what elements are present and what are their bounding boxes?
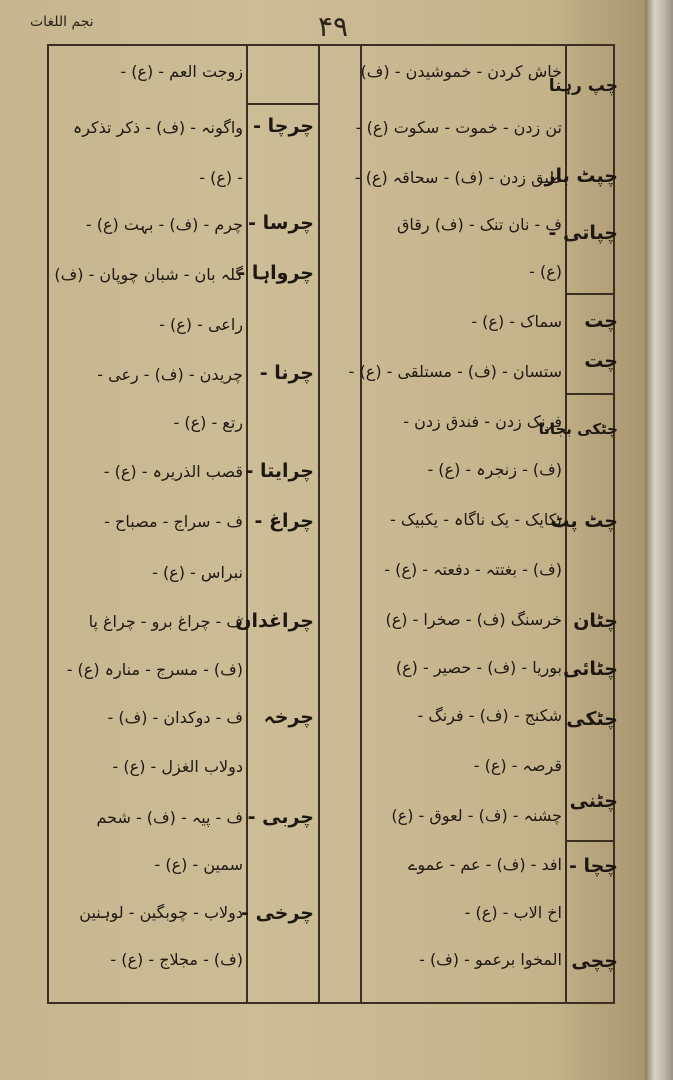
headword: چٹ پٹ xyxy=(550,510,618,532)
headword: چٹنی xyxy=(569,790,618,812)
definition-entry: (ف) - بغتتہ - دفعتہ - (ع) - xyxy=(384,560,562,579)
definition-entry: ف - پیہ - (ف) - شحم xyxy=(96,808,243,827)
definition-entry: سمین - (ع) - xyxy=(154,855,243,874)
headword: چرچا - xyxy=(253,115,314,137)
headword: چچا - xyxy=(568,855,618,877)
definition-entry: خرسنگ (ف) - صخرا - (ع) xyxy=(385,610,562,629)
row-divider xyxy=(565,840,615,842)
headword: چٹکی بجانا xyxy=(538,420,618,438)
definition-entry: (ف) - مجلاج - (ع) - xyxy=(110,950,243,969)
row-divider xyxy=(565,293,615,295)
definition-entry: خاش کردن - خموشیدن - (ف) xyxy=(360,62,562,81)
definition-entry: (ف) - مسرج - منارہ (ع) - xyxy=(66,660,243,679)
definition-entry: افد - (ف) - عم - عموے xyxy=(407,855,562,874)
definition-entry: دولاب - چوبگین - لوہنین xyxy=(79,903,243,922)
headword: چرسا - xyxy=(248,212,314,234)
definition-entry: ستسان - (ف) - مستلقی - (ع) - xyxy=(348,362,562,381)
page-number: ۴۹ xyxy=(318,10,349,43)
definition-entry: طبق زدن - (ف) - سحاقہ (ع) - xyxy=(354,168,562,187)
column-divider xyxy=(246,44,248,1004)
column-divider xyxy=(360,44,362,1004)
headword: چرواہا - xyxy=(237,262,314,284)
definition-entry: چریدن - (ف) - رعی - xyxy=(97,365,243,384)
definition-entry: ف - نان تنک - (ف) رقاق xyxy=(396,215,562,234)
page-edge xyxy=(645,0,673,1080)
definition-entry: تن زدن - خموت - سکوت (ع) - xyxy=(355,118,562,137)
headword: چت xyxy=(584,350,618,372)
definition-entry: چرم - (ف) - بہت (ع) - xyxy=(85,215,243,234)
definition-entry: ف - چراغ برو - چراغ پا xyxy=(88,612,243,631)
definition-entry: زوجت العم - (ع) - xyxy=(120,62,243,81)
headword: چرخہ xyxy=(263,706,314,728)
definition-entry: رتع - (ع) - xyxy=(173,413,243,432)
definition-entry: یکایک - یک ناگاہ - یکبیک - xyxy=(389,510,562,529)
headword: چرایتا - xyxy=(245,460,314,482)
headword: چرخی - xyxy=(241,902,314,924)
definition-entry: شکنج - (ف) - فرنگ - xyxy=(417,706,562,725)
definition-entry: چشنہ - (ف) - لعوق - (ع) xyxy=(391,806,562,825)
headword: چراغ - xyxy=(254,510,314,532)
definition-entry: گلہ بان - شبان چوپان - (ف) xyxy=(54,265,243,284)
headword: چٹائی xyxy=(563,658,618,680)
definition-entry: - (ع) - xyxy=(199,168,243,187)
definition-entry: راعی - (ع) - xyxy=(159,315,243,334)
headword: چراغدان xyxy=(235,610,314,632)
definition-entry: دولاب الغزل - (ع) - xyxy=(112,757,243,776)
definition-entry: (ف) - زنجرہ - (ع) - xyxy=(427,460,562,479)
headword: چٹان xyxy=(573,610,618,632)
definition-entry: نبراس - (ع) - xyxy=(152,563,243,582)
column-divider xyxy=(318,44,320,1004)
definition-entry: بوریا - (ف) - حصیر - (ع) xyxy=(395,658,562,677)
headword: چت xyxy=(584,310,618,332)
definition-entry: المخوا برعمو - (ف) - xyxy=(419,950,562,969)
row-divider xyxy=(246,103,320,105)
row-divider xyxy=(565,393,615,395)
running-head-title: نجم اللغات xyxy=(30,14,94,30)
headword: چٹکی xyxy=(566,708,618,730)
definition-entry: (ع) - xyxy=(529,262,562,281)
headword: چچی xyxy=(571,950,618,972)
definition-entry: سماک - (ع) - xyxy=(471,312,562,331)
headword: چپ رہنا xyxy=(548,76,618,96)
definition-entry: واگونہ - (ف) - ذکر تذکرہ xyxy=(72,118,243,137)
definition-entry: قصب الذریرہ - (ع) - xyxy=(103,462,243,481)
definition-entry: قرصہ - (ع) - xyxy=(473,756,562,775)
headword: چربی - xyxy=(247,806,314,828)
definition-entry: فرنک زدن - فندق زدن - xyxy=(403,412,562,431)
definition-entry: ف - سراج - مصباح - xyxy=(104,512,243,531)
headword: چرنا - xyxy=(259,362,314,384)
definition-entry: اخ الاب - (ع) - xyxy=(464,903,562,922)
headword: چپٹ باز xyxy=(544,165,618,187)
headword: چپاتی - xyxy=(548,222,618,244)
definition-entry: ف - دوکدان - (ف) - xyxy=(107,708,243,727)
